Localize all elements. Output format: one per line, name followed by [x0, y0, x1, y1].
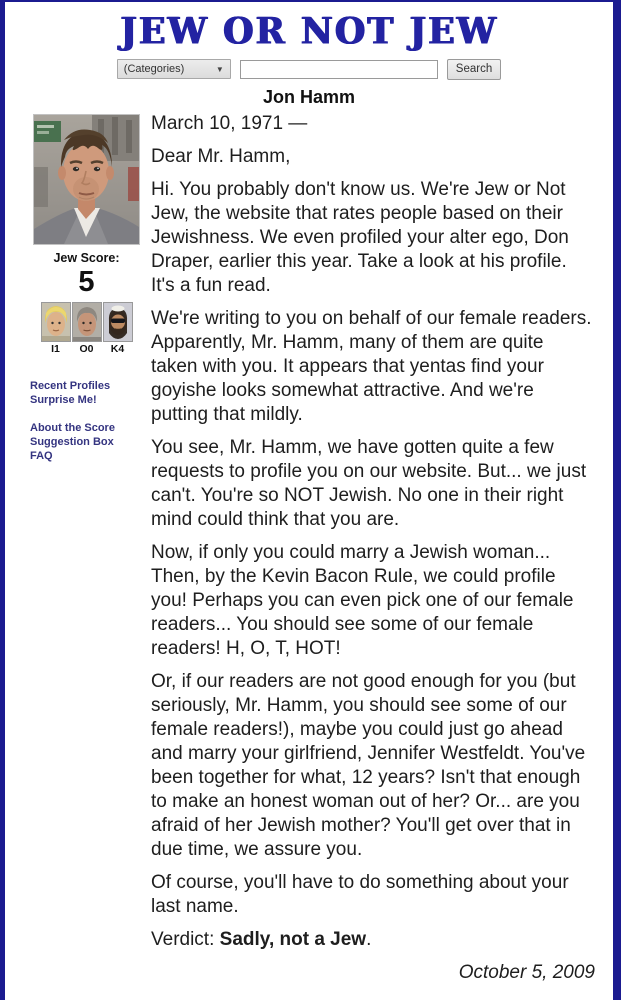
categories-dropdown-label: (Categories) — [123, 63, 185, 75]
gray-haired-face-icon — [73, 303, 101, 341]
salutation-line: Dear Mr. Hamm, — [151, 146, 291, 167]
sidebar-link-faq[interactable]: FAQ — [30, 450, 53, 462]
sidebar-nav — [30, 379, 143, 463]
birthdate-line: March 10, 1971 — — [151, 113, 308, 134]
thumb-kvetch-photo — [103, 302, 133, 342]
letter-paragraph: We're writing to you on behalf of our female readers. Apparently, Mr. Hamm, many of them are quite taken with you. It appears that yentas find your goyishe looks somewhat attractive. And we're putting that mildly. — [151, 308, 592, 425]
verdict-suffix: . — [366, 929, 372, 950]
search-bar — [5, 58, 613, 80]
sidebar-link-about-the-score[interactable]: About the Score — [30, 422, 115, 434]
thumb-other[interactable] — [72, 302, 102, 355]
dropdown-arrow-icon: ▼ — [215, 64, 224, 74]
search-input[interactable] — [240, 60, 438, 79]
sidebar-link-suggestion-box[interactable]: Suggestion Box — [30, 436, 114, 448]
profile-photo-image — [34, 115, 139, 244]
post-date: October 5, 2009 — [458, 962, 595, 983]
site-logo[interactable]: JEW OR NOT JEW — [120, 9, 498, 53]
verdict-text: Sadly, not a Jew — [219, 929, 367, 950]
thumb-kvetch-score: K4 — [110, 343, 125, 355]
letter-paragraph: Hi. You probably don't know us. We're Jew or Not Jew, the website that rates people based on their Jewishness. We even profiled your alter ego, Don Draper, earlier this year. Take a look at his profile. It's a fun read. — [151, 179, 569, 296]
thumb-other-score: O0 — [79, 343, 94, 355]
profile-letter — [143, 112, 605, 994]
thumb-israel-score: I1 — [51, 343, 60, 355]
thumb-other-photo — [72, 302, 102, 342]
main-content — [5, 112, 613, 994]
verdict-prefix: Verdict: — [151, 929, 220, 950]
sidebar-link-surprise-me[interactable]: Surprise Me! — [30, 394, 97, 406]
sidebar — [30, 112, 143, 994]
letter-paragraph: Now, if only you could marry a Jewish woman... Then, by the Kevin Bacon Rule, we could profile you! Perhaps you can even pick one of our female readers... You should see some of our female readers! H, O, T, HOT! — [151, 542, 574, 659]
thumb-israel[interactable] — [41, 302, 71, 355]
blonde-face-icon — [42, 303, 70, 341]
letter-paragraph: You see, Mr. Hamm, we have gotten quite a few requests to profile you on our website. But... we just can't. You're so NOT Jewish. No one in their right mind could think that you are. — [151, 437, 587, 530]
thumb-israel-photo — [41, 302, 71, 342]
letter-paragraph: Or, if our readers are not good enough for you (but seriously, Mr. Hamm, you should see some of our female readers!), maybe you could just go ahead and marry your girlfriend, Jennifer Westfeldt. You've been together for what, 12 years? Isn't that enough to make an honest woman out of her? Or... are you afraid of her Jewish mother? You'll get over that in due time, we assure you. — [151, 671, 586, 860]
verdict-line — [151, 928, 595, 952]
bearded-face-icon — [104, 303, 132, 341]
sidebar-nav-group-1 — [30, 379, 143, 407]
sidebar-nav-group-2 — [30, 421, 143, 463]
letter-paragraph: Of course, you'll have to do something about your last name. — [151, 872, 569, 917]
sidebar-link-recent-profiles[interactable]: Recent Profiles — [30, 380, 111, 392]
site-header — [5, 9, 613, 108]
profile-title: Jon Hamm — [262, 87, 356, 107]
search-button[interactable]: Search — [447, 59, 501, 80]
categories-dropdown[interactable] — [117, 59, 231, 79]
score-thumbnails — [30, 302, 143, 355]
thumb-kvetch[interactable] — [103, 302, 133, 355]
profile-photo — [33, 114, 140, 245]
jew-score-label: Jew Score: — [53, 251, 120, 265]
jew-score-value: 5 — [78, 266, 95, 298]
